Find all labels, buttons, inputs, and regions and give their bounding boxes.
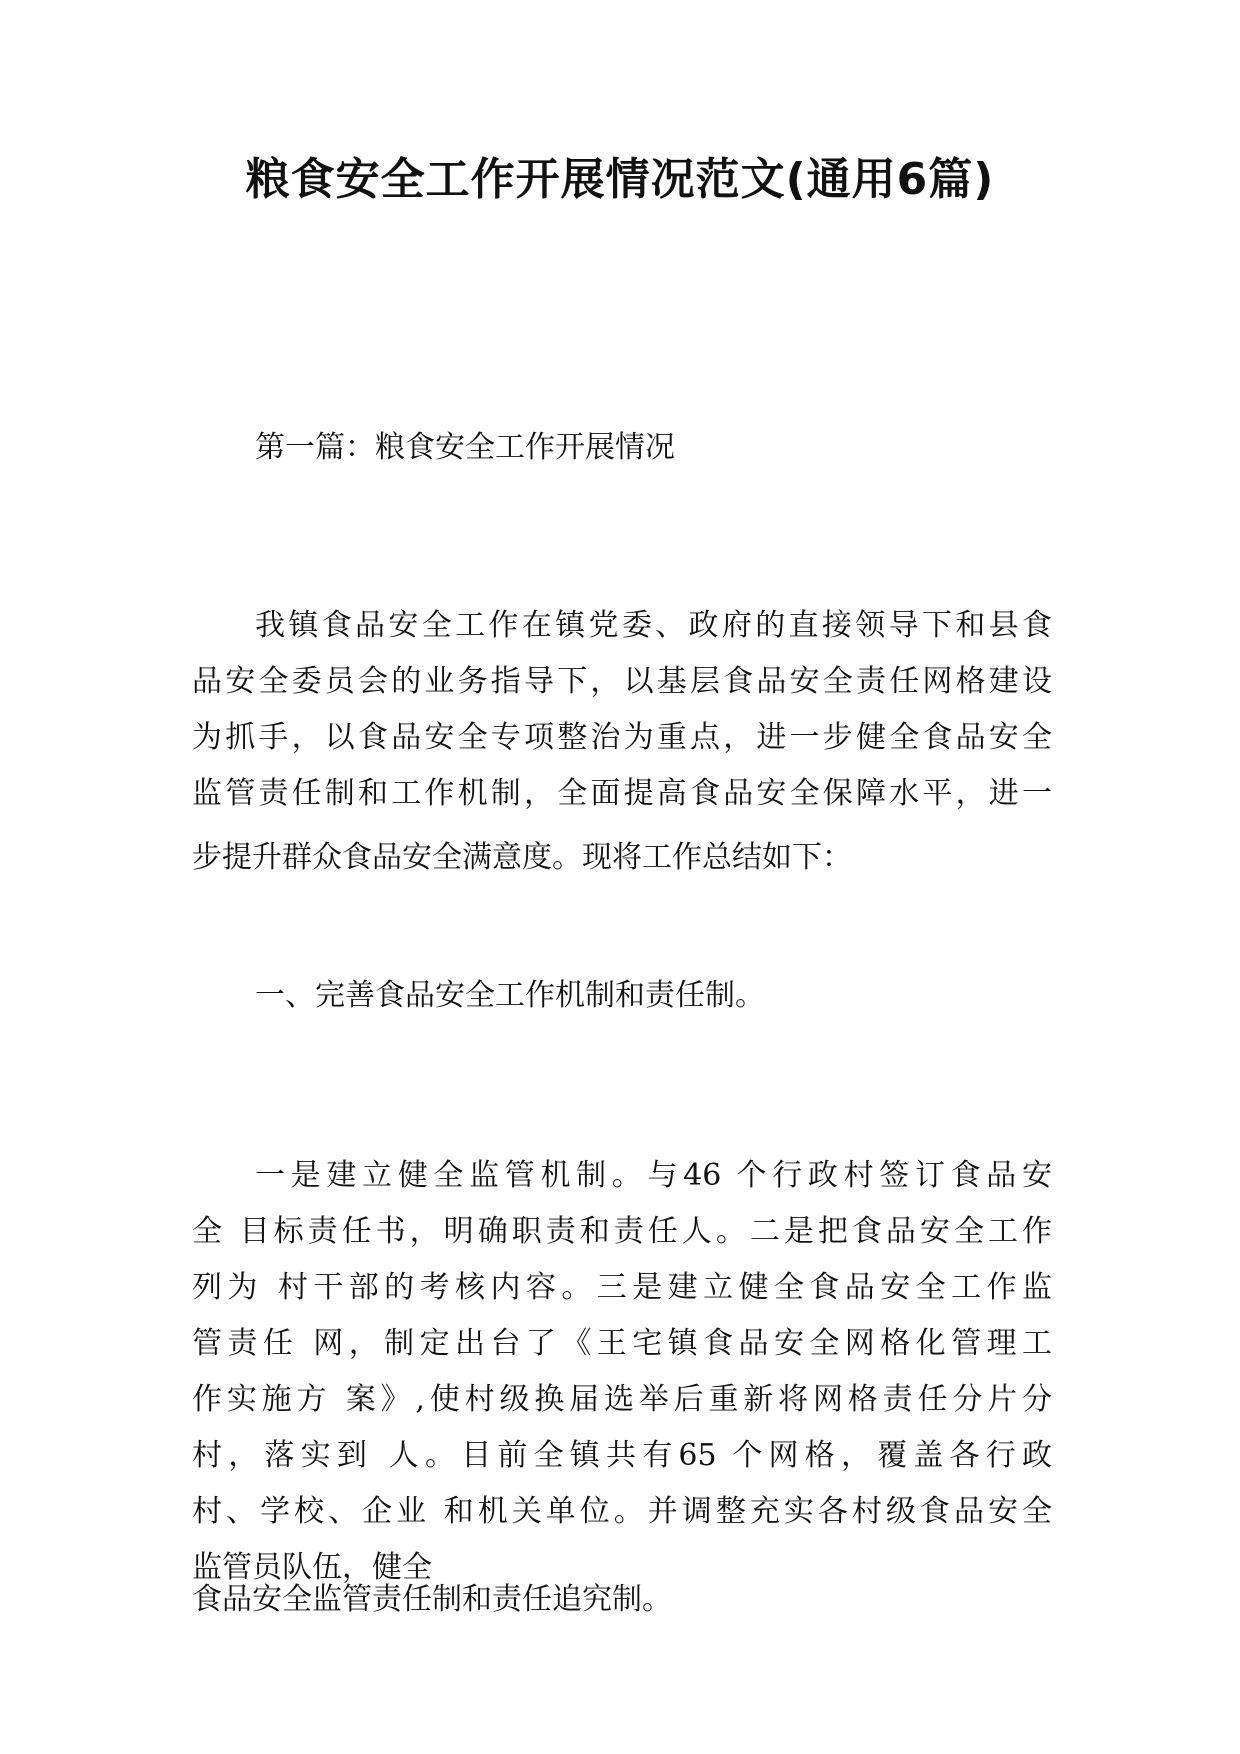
- body-line: 管责任 网，制定出台了《王宅镇食品安全网格化管理工: [192, 1326, 1052, 1361]
- body-paragraph: [192, 1148, 1052, 1596]
- body-line: 一是建立健全监管机制。与46 个行政村签订食品安: [255, 1158, 1052, 1193]
- intro-line: 为抓手，以食品安全专项整治为重点，进一步健全食品安全: [192, 720, 1052, 755]
- body-line: 全 目标责任书，明确职责和责任人。二是把食品安全工作: [192, 1214, 1052, 1249]
- body-line: 监管员队伍，健全: [192, 1550, 432, 1585]
- body-line: 村，落实到 人。目前全镇共有65 个网格，覆盖各行政: [192, 1438, 1052, 1473]
- intro-line: 我镇食品安全工作在镇党委、政府的直接领导下和县食: [255, 608, 1052, 643]
- section-heading: 第一篇：粮食安全工作开展情况: [255, 430, 675, 465]
- intro-line: 监管责任制和工作机制，全面提高食品安全保障水平，进一: [192, 776, 1052, 811]
- body-line: 列为 村干部的考核内容。三是建立健全食品安全工作监: [192, 1270, 1052, 1305]
- body-line: 作实施方 案》,使村级换届选举后重新将网格责任分片分: [192, 1382, 1052, 1417]
- sub-heading: 一、完善食品安全工作机制和责任制。: [255, 978, 765, 1013]
- intro-paragraph: [192, 598, 1052, 886]
- intro-line: 步提升群众食品安全满意度。现将工作总结如下：: [192, 840, 852, 875]
- document-title: 粮食安全工作开展情况范文(通用6篇): [245, 154, 995, 205]
- intro-line: 品安全委员会的业务指导下，以基层食品安全责任网格建设: [192, 664, 1052, 699]
- closing-line: 食品安全监管责任制和责任追究制。: [192, 1582, 672, 1617]
- body-line: 村、学校、企业 和机关单位。并调整充实各村级食品安全: [192, 1494, 1052, 1529]
